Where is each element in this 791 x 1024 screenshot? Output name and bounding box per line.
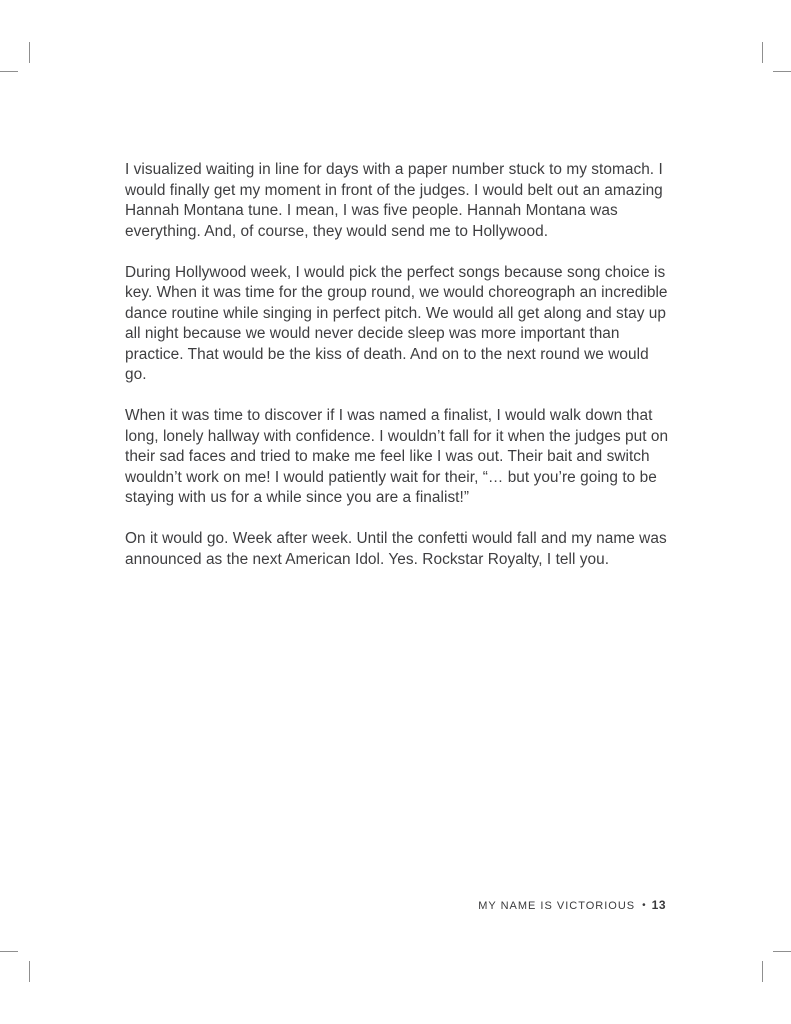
crop-mark-bottom-left-vertical	[29, 961, 30, 982]
crop-mark-bottom-right-vertical	[762, 961, 763, 982]
body-paragraph: On it would go. Week after week. Until the confetti would fall and my name was announced as the next American Idol. Yes. Rockstar Royalty, I tell you.	[125, 530, 667, 568]
crop-mark-top-right-horizontal	[773, 71, 791, 72]
page-footer	[478, 898, 666, 912]
body-paragraph: During Hollywood week, I would pick the perfect songs because song choice is key. When it was time for the group round, we would choreograph an incredible dance routine while singing in perfect pitch. We would all get along and stay up all night because we would never decide sleep was more important than practice. That would be the kiss of death. And on to the next round we would go.	[125, 263, 668, 383]
running-head: MY NAME IS VICTORIOUS	[478, 900, 636, 912]
crop-mark-bottom-left-horizontal	[0, 951, 18, 952]
crop-mark-top-right-vertical	[762, 42, 763, 63]
body-paragraph: When it was time to discover if I was named a finalist, I would walk down that long, lonely hallway with confidence. I wouldn’t fall for it when the judges put on their sad faces and tried to make me feel like I was out. Their bait and switch wouldn’t work on me! I would patiently wait for their, “… but you’re going to be staying with us for a while since you are a finalist!”	[125, 407, 669, 506]
footer-separator-dot: •	[642, 900, 647, 911]
page-number: 13	[651, 898, 666, 912]
page-body	[125, 160, 671, 591]
crop-mark-top-left-vertical	[29, 42, 30, 63]
crop-mark-bottom-right-horizontal	[773, 951, 791, 952]
body-paragraph: I visualized waiting in line for days with a paper number stuck to my stomach. I would finally get my moment in front of the judges. I would belt out an amazing Hannah Montana tune. I mean, I was five people. Hannah Montana was everything. And, of course, they would send me to Hollywood.	[125, 161, 663, 240]
crop-mark-top-left-horizontal	[0, 71, 18, 72]
